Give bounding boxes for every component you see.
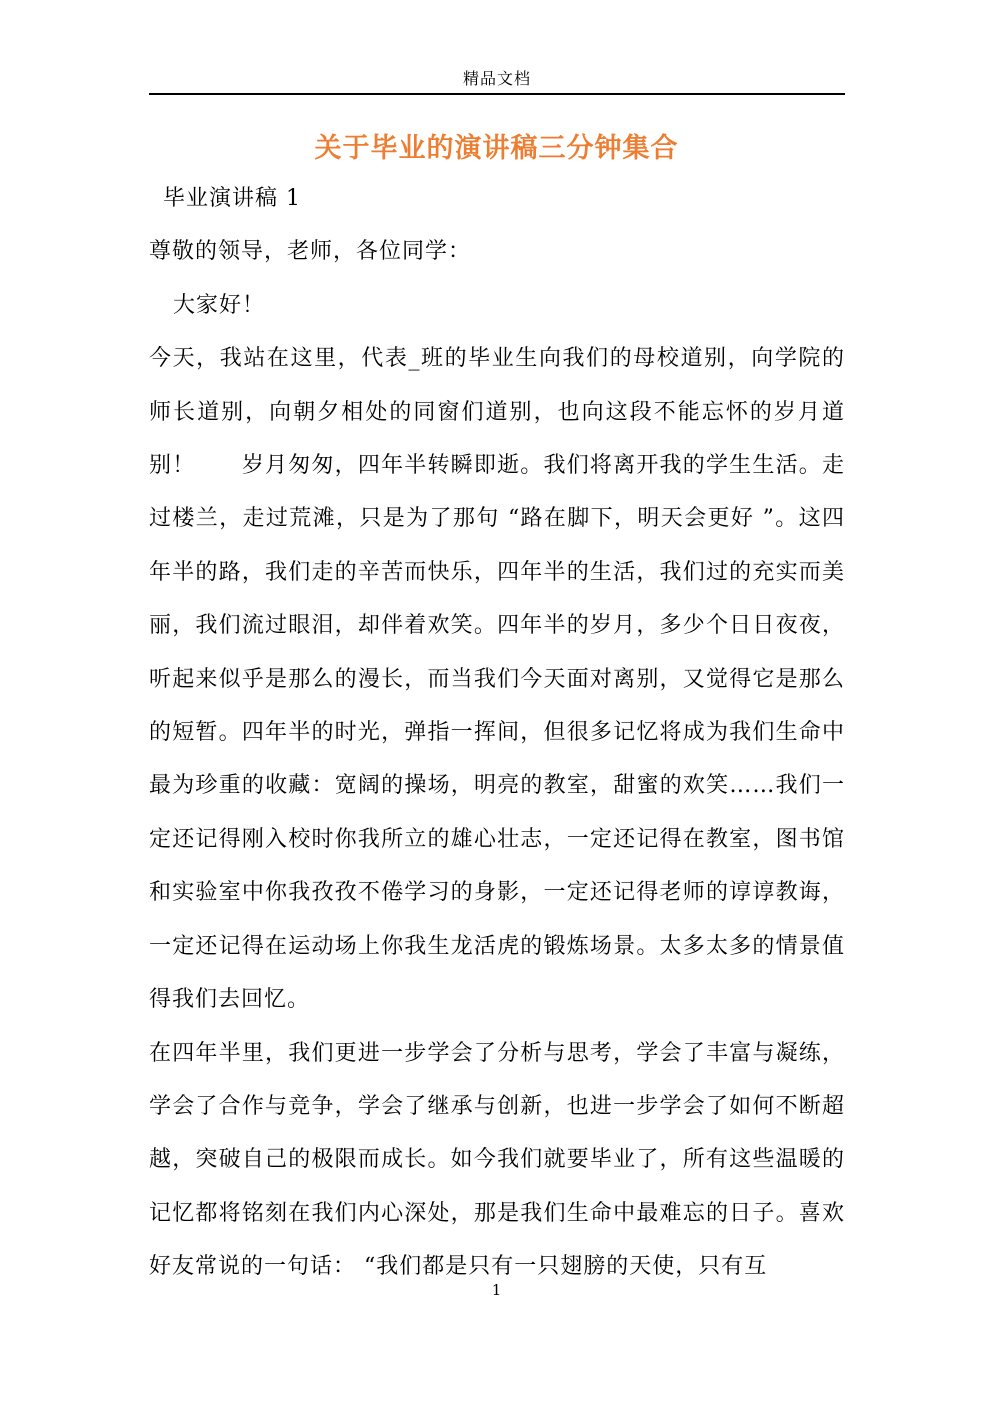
paragraph-subtitle: 毕业演讲稿 1 (163, 186, 301, 211)
header-label: 精品文档 (462, 69, 531, 88)
page-number: 1 (491, 1281, 502, 1299)
document-header (149, 70, 845, 95)
document-title: 关于毕业的演讲稿三分钟集合 (314, 133, 679, 164)
paragraph-body-1: 今天，我站在这里，代表_班的毕业生向我们的母校道别，向学院的师长道别，向朝夕相处的同窗们道别，也向这段不能忘怀的岁月道别！ 岁月匆匆，四年半转瞬即逝。我们将离开我的学生生活。走过楼兰，走过荒滩，只是为了那句 “路在脚下，明天会更好 ”。这四年半的路，我们走的辛苦而快乐，四年半的生活，我们过的充实而美丽，我们流过眼泪，却伴着欢笑。四年半的岁月，多少个日日夜夜，听起来似乎是那么的漫长，而当我们今天面对离别，又觉得它是那么的短暂。四年半的时光，弹指一挥间，但很多记忆将成为我们生命中最为珍重的收藏：宽阔的操场，明亮的教室，甜蜜的欢笑……我们一定还记得刚入校时你我所立的雄心壮志，一定还记得在教室，图书馆和实验室中你我孜孜不倦学习的身影，一定还记得老师的谆谆教诲，一定还记得在运动场上你我生龙活虎的锻炼场景。太多太多的情景值得我们去回忆。 (149, 346, 845, 1013)
paragraph-salutation: 尊敬的领导，老师，各位同学： (149, 239, 472, 265)
paragraph-greeting: 大家好！ (173, 292, 266, 318)
paragraph-body-2: 在四年半里，我们更进一步学会了分析与思考，学会了丰富与凝练，学会了合作与竞争，学会了继承与创新，也进一步学会了如何不断超越，突破自己的极限而成长。如今我们就要毕业了，所有这些温暖的记忆都将铭刻在我们内心深处，那是我们生命中最难忘的日子。喜欢好友常说的一句话： “我们都是只有一只翅膀的天使，只有互 (149, 1040, 845, 1280)
document-body (149, 172, 845, 1294)
